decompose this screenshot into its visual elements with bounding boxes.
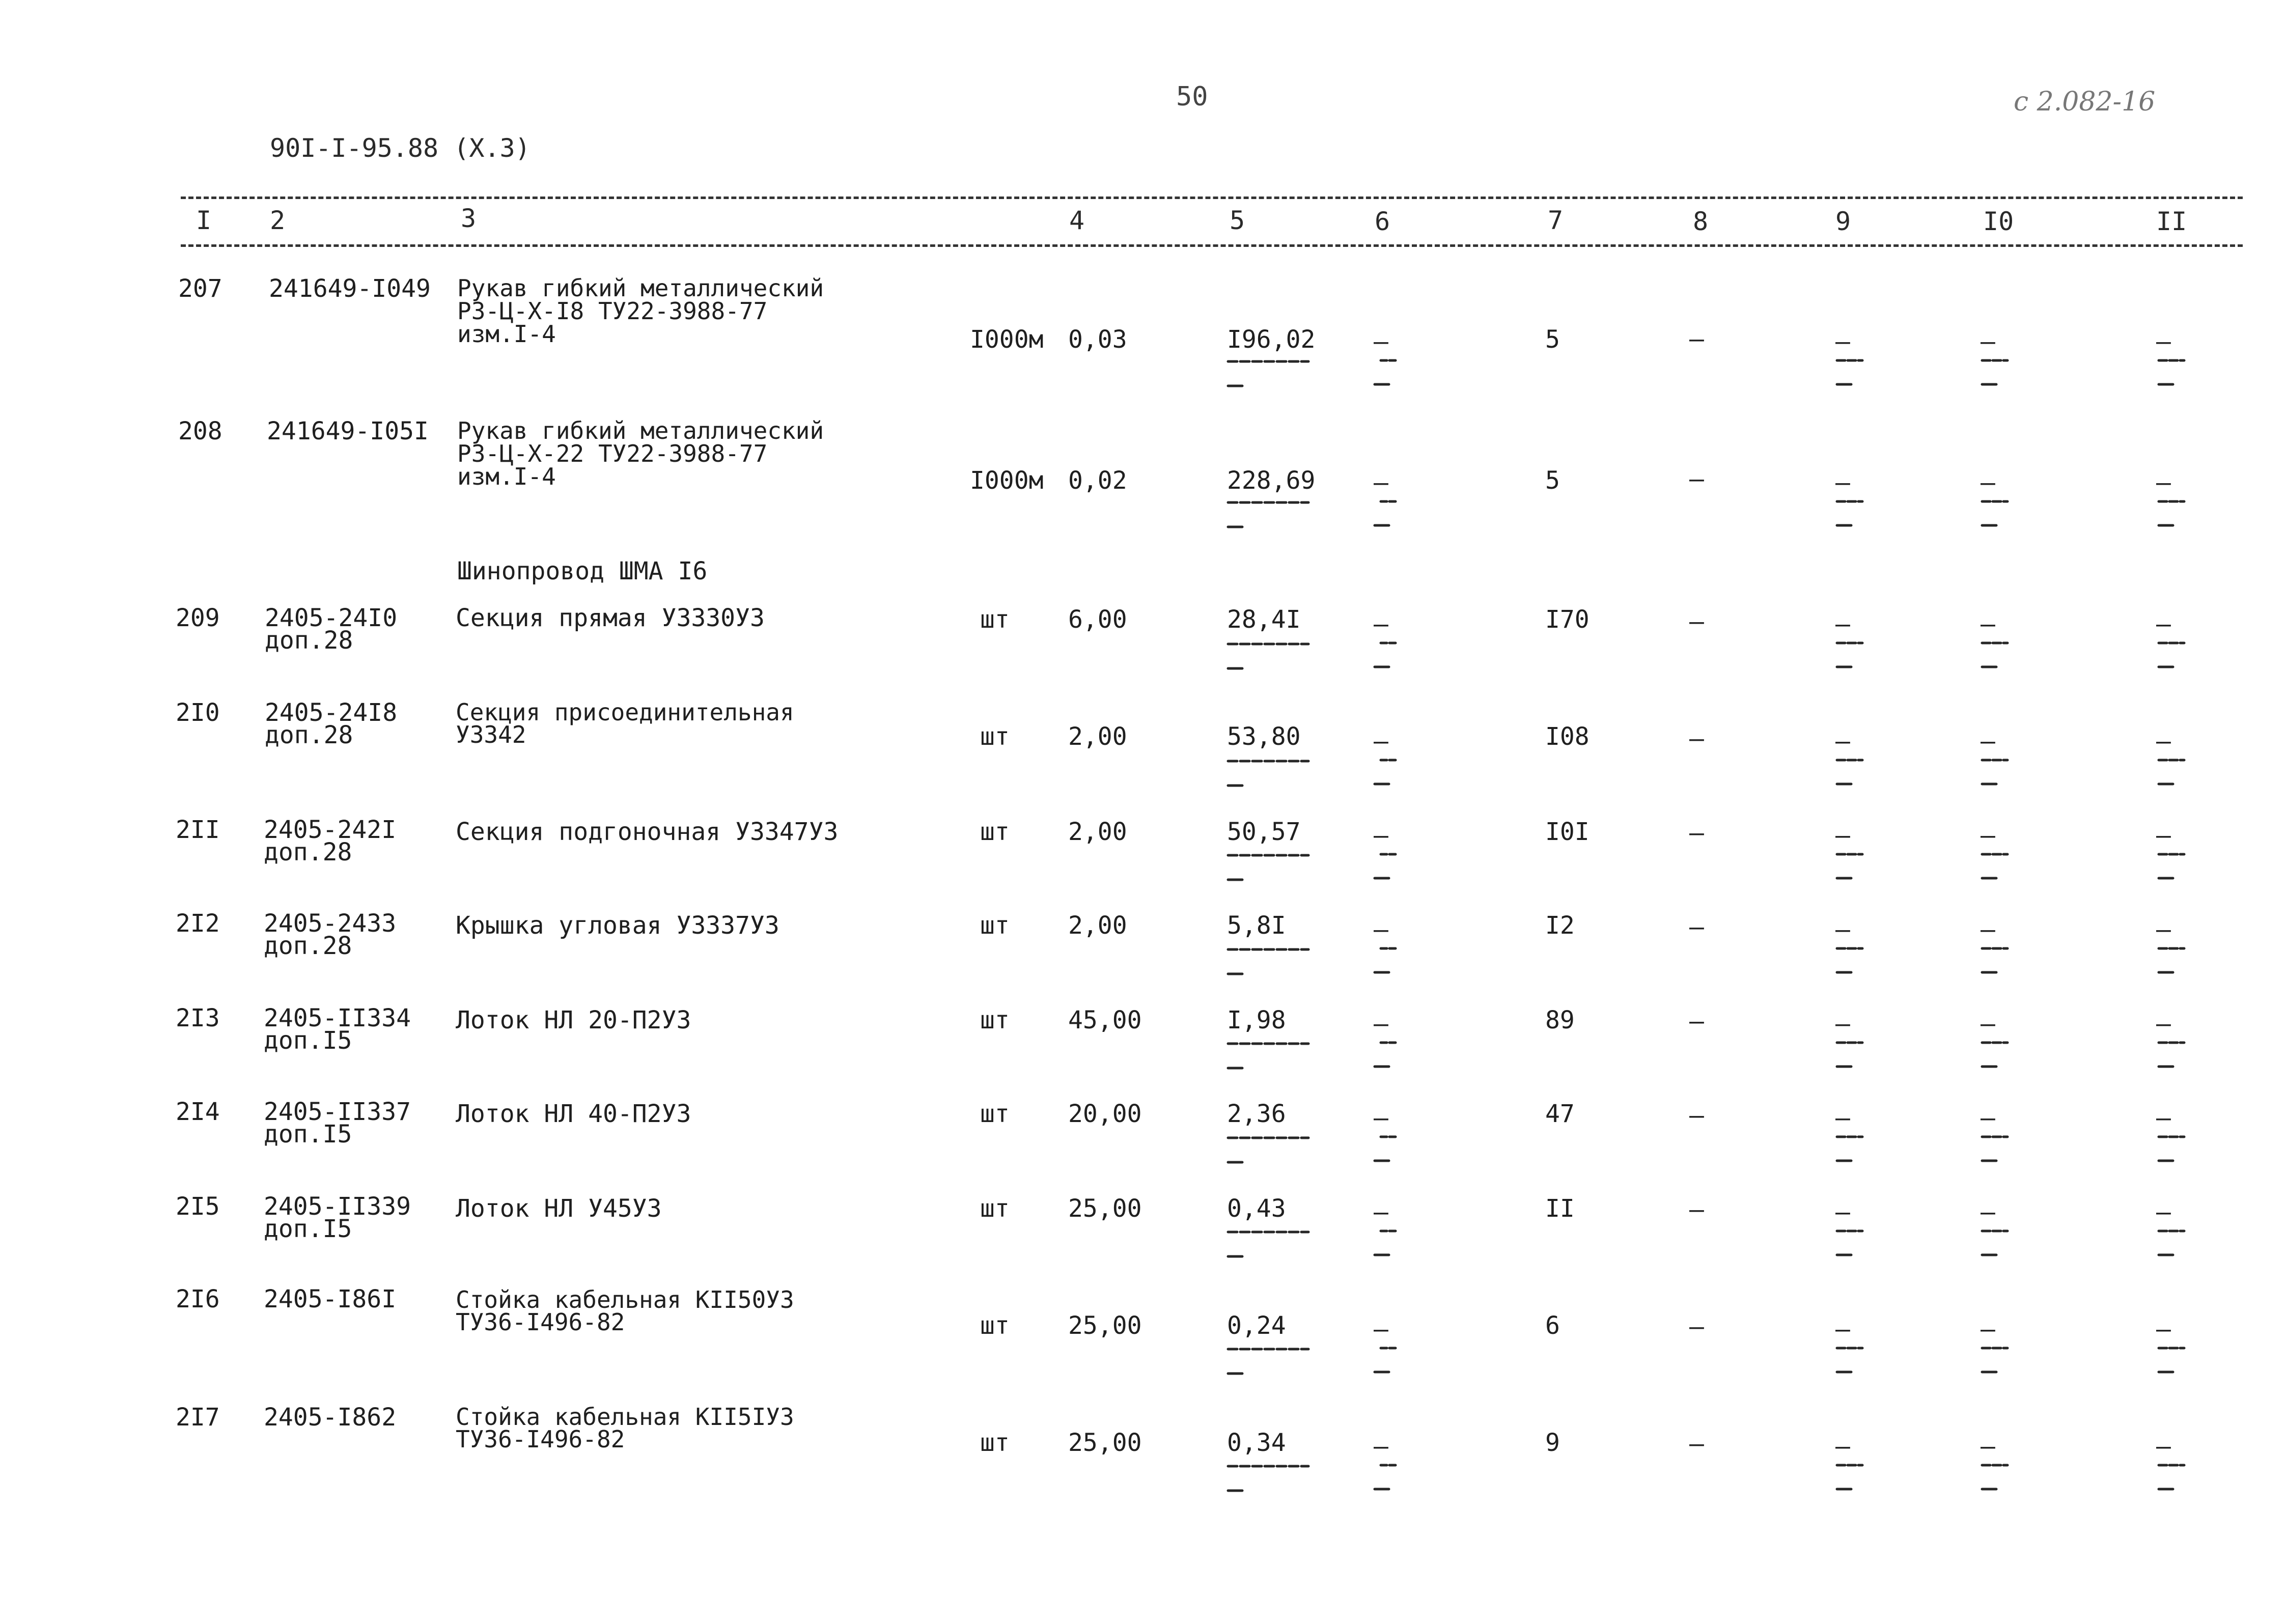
col11-dash: –: [2156, 915, 2168, 944]
unit-price: 0,34: [1227, 1429, 1286, 1457]
col7-value: I08: [1545, 722, 1590, 751]
unit: шт: [980, 1311, 1010, 1340]
col9-dash: –: [1835, 727, 1847, 755]
col11-dash: –: [2156, 1104, 2168, 1132]
row-number: 209: [176, 604, 220, 632]
col10-dash: –: [1981, 727, 1992, 755]
unit: шт: [980, 911, 1010, 940]
col10-dash: –: [1981, 1198, 1992, 1226]
col11-dash: –: [2156, 610, 2168, 638]
col6-dash: –: [1374, 610, 1385, 638]
col6-dash: –: [1374, 1104, 1385, 1132]
col10-dash: –: [1981, 468, 1992, 497]
col10-dash: –: [1981, 610, 1992, 638]
col6-dash: –: [1374, 915, 1385, 944]
item-code: 2405-I86I: [264, 1285, 397, 1313]
item-description-line: Секция подгоночная У3347У3: [456, 818, 839, 846]
col7-value: I0I: [1545, 818, 1590, 846]
row-number: 207: [178, 274, 222, 303]
item-description-line: Крышка угловая У3337У3: [456, 911, 779, 940]
quantity: 20,00: [1068, 1100, 1142, 1128]
quantity: 2,00: [1068, 722, 1127, 751]
row-number: 2I5: [176, 1192, 220, 1221]
col-header: I: [196, 206, 212, 235]
col8-dash: –: [1689, 1195, 1701, 1224]
item-description-line: Стойка кабельная КII5IУ3: [456, 1403, 794, 1431]
col9-dash: –: [1835, 915, 1847, 944]
col7-value: 9: [1545, 1429, 1560, 1457]
item-description-line: ТУ36-I496-82: [456, 1425, 625, 1453]
item-description-line: изм.I-4: [457, 463, 556, 490]
unit-price: 50,57: [1227, 818, 1301, 846]
item-code: 241649-I05I: [267, 417, 429, 445]
col8-dash: –: [1689, 607, 1701, 636]
col11-dash: –: [2156, 1315, 2168, 1343]
item-code: 2405-24I0: [265, 604, 398, 632]
col-header: 9: [1835, 207, 1851, 236]
col9-dash: –: [1835, 1010, 1847, 1038]
col11-dash: –: [2156, 327, 2168, 356]
col10-dash: –: [1981, 327, 1992, 356]
unit-price: 2,36: [1227, 1100, 1286, 1128]
item-description-line: ТУ36-I496-82: [456, 1308, 625, 1336]
item-description-line: Лоток НЛ У45У3: [456, 1194, 662, 1223]
col11-dash: –: [2156, 468, 2168, 497]
row-number: 2I7: [176, 1403, 220, 1432]
col7-value: I70: [1545, 605, 1590, 634]
col8-dash: –: [1689, 1007, 1701, 1035]
unit: шт: [980, 1006, 1010, 1034]
quantity: 2,00: [1068, 911, 1127, 940]
col7-value: 5: [1545, 466, 1560, 495]
col9-dash: –: [1835, 327, 1847, 356]
item-description-line: изм.I-4: [457, 320, 556, 348]
col7-value: I2: [1545, 911, 1575, 940]
unit: шт: [980, 605, 1010, 634]
col7-value: 47: [1545, 1100, 1575, 1128]
item-description-line: Лоток НЛ 40-П2У3: [456, 1100, 691, 1128]
item-code-supplement: доп.28: [264, 838, 352, 866]
row-number: 2I4: [176, 1098, 220, 1126]
item-description-line: Секция прямая У3330У3: [456, 604, 765, 632]
col6-dash: –: [1374, 1315, 1385, 1343]
row-number: 2I0: [176, 698, 220, 727]
col9-dash: –: [1835, 1198, 1847, 1226]
col6-dash: –: [1374, 327, 1385, 356]
item-description-line: У3342: [456, 721, 526, 748]
col-header: 4: [1069, 206, 1085, 235]
col6-dash: –: [1374, 727, 1385, 755]
item-code: 2405-II339: [264, 1192, 411, 1221]
col7-value: II: [1545, 1194, 1575, 1223]
item-description-line: Лоток НЛ 20-П2У3: [456, 1006, 691, 1034]
col7-value: 89: [1545, 1006, 1575, 1034]
page-number: 50: [1176, 81, 1208, 112]
unit: I000м: [970, 466, 1044, 495]
col6-dash: –: [1374, 821, 1385, 850]
col6-dash: –: [1374, 1010, 1385, 1038]
col8-dash: –: [1689, 819, 1701, 847]
handwritten-note: с 2.082-16: [2014, 87, 2156, 117]
unit-price: I,98: [1227, 1006, 1286, 1034]
col6-dash: –: [1374, 1198, 1385, 1226]
unit-price: 53,80: [1227, 722, 1301, 751]
col-header: 2: [270, 206, 286, 235]
col9-dash: –: [1835, 821, 1847, 850]
col9-dash: –: [1835, 1432, 1847, 1461]
col-header: 3: [461, 204, 477, 233]
col9-dash: –: [1835, 1315, 1847, 1343]
item-code: 241649-I049: [269, 274, 431, 303]
unit-price: 5,8I: [1227, 911, 1286, 940]
col9-dash: –: [1835, 610, 1847, 638]
item-description-line: Секция присоединительная: [456, 698, 794, 726]
col7-value: 6: [1545, 1311, 1560, 1340]
item-description-line: Р3-Ц-Х-22 ТУ22-3988-77: [457, 440, 768, 467]
quantity: 25,00: [1068, 1311, 1142, 1340]
unit: шт: [980, 722, 1010, 751]
col8-dash: –: [1689, 1312, 1701, 1341]
col9-dash: –: [1835, 1104, 1847, 1132]
row-number: 208: [178, 417, 222, 445]
item-code: 2405-II337: [264, 1098, 411, 1126]
item-code-supplement: доп.I5: [264, 1026, 352, 1055]
unit: шт: [980, 1429, 1010, 1457]
item-code: 2405-24I8: [265, 698, 398, 727]
row-number: 2II: [176, 816, 220, 844]
col11-dash: –: [2156, 727, 2168, 755]
header-bottom-rule: [181, 244, 2243, 247]
col10-dash: –: [1981, 1432, 1992, 1461]
unit: I000м: [970, 325, 1044, 354]
unit: шт: [980, 1100, 1010, 1128]
quantity: 45,00: [1068, 1006, 1142, 1034]
item-code-supplement: доп.I5: [264, 1120, 352, 1149]
item-code-supplement: доп.28: [265, 721, 353, 749]
col6-dash: –: [1374, 468, 1385, 497]
col11-dash: –: [2156, 1010, 2168, 1038]
quantity: 0,02: [1068, 466, 1127, 495]
col-header: I0: [1983, 207, 2014, 236]
col6-dash: –: [1374, 1432, 1385, 1461]
col11-dash: –: [2156, 821, 2168, 850]
col-header: 5: [1230, 206, 1245, 235]
unit-price: 28,4I: [1227, 605, 1301, 634]
unit-price: 0,43: [1227, 1194, 1286, 1223]
col8-dash: –: [1689, 913, 1701, 941]
unit-price: I96,02: [1227, 325, 1316, 354]
row-number: 2I2: [176, 909, 220, 938]
unit: шт: [980, 1194, 1010, 1223]
col10-dash: –: [1981, 915, 1992, 944]
section-title: Шинопровод ШМА I6: [457, 557, 708, 585]
col8-dash: –: [1689, 724, 1701, 753]
unit-price: 0,24: [1227, 1311, 1286, 1340]
header-top-rule: [181, 197, 2243, 199]
unit-price: 228,69: [1227, 466, 1316, 495]
quantity: 25,00: [1068, 1194, 1142, 1223]
item-description-line: Р3-Ц-Х-I8 ТУ22-3988-77: [457, 297, 768, 325]
item-code: 2405-I862: [264, 1403, 397, 1432]
item-description-line: Стойка кабельная КII50У3: [456, 1286, 794, 1313]
col10-dash: –: [1981, 1104, 1992, 1132]
item-code: 2405-II334: [264, 1004, 411, 1032]
col-header: 7: [1548, 206, 1564, 235]
quantity: 6,00: [1068, 605, 1127, 634]
col10-dash: –: [1981, 1315, 1992, 1343]
row-number: 2I3: [176, 1004, 220, 1032]
col8-dash: –: [1689, 465, 1701, 493]
item-code-supplement: доп.I5: [264, 1215, 352, 1243]
item-description-line: Рукав гибкий металлический: [457, 417, 824, 444]
col8-dash: –: [1689, 1430, 1701, 1458]
item-code-supplement: доп.28: [264, 932, 352, 960]
quantity: 0,03: [1068, 325, 1127, 354]
col-header: 8: [1693, 207, 1709, 236]
document-code: 90I-I-95.88 (X.3): [270, 133, 531, 163]
col10-dash: –: [1981, 1010, 1992, 1038]
quantity: 25,00: [1068, 1429, 1142, 1457]
col8-dash: –: [1689, 325, 1701, 353]
col-header: II: [2156, 207, 2187, 236]
col11-dash: –: [2156, 1432, 2168, 1461]
col8-dash: –: [1689, 1101, 1701, 1130]
item-code-supplement: доп.28: [265, 626, 353, 655]
row-number: 2I6: [176, 1285, 220, 1313]
col-header: 6: [1375, 207, 1390, 236]
col11-dash: –: [2156, 1198, 2168, 1226]
col9-dash: –: [1835, 468, 1847, 497]
col10-dash: –: [1981, 821, 1992, 850]
item-description-line: Рукав гибкий металлический: [457, 274, 824, 302]
quantity: 2,00: [1068, 818, 1127, 846]
item-code: 2405-2433: [264, 909, 397, 938]
col7-value: 5: [1545, 325, 1560, 354]
unit: шт: [980, 818, 1010, 846]
item-code: 2405-242I: [264, 816, 397, 844]
